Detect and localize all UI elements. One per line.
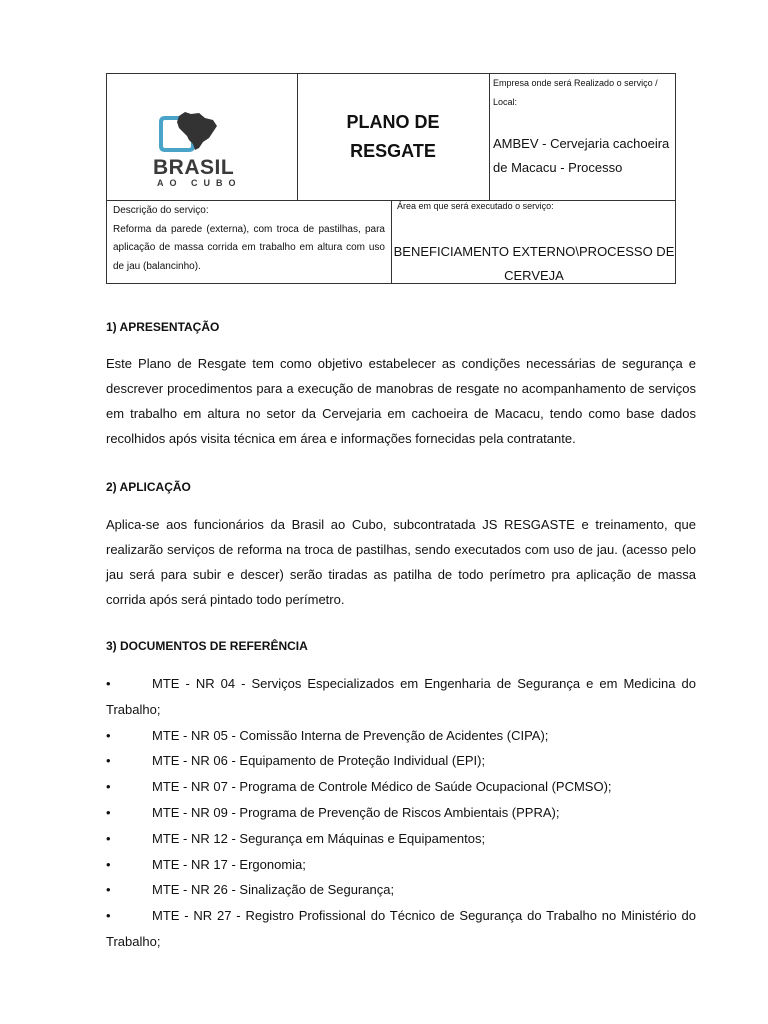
list-item bbox=[106, 852, 696, 878]
reference-text: MTE - NR 27 - Registro Profissional do Técnico de Segurança do Trabalho no Ministério do Trabalho; bbox=[106, 908, 696, 949]
area-value: BENEFICIAMENTO EXTERNO\PROCESSO DE CERVEJA bbox=[393, 244, 675, 283]
company-logo bbox=[153, 110, 255, 186]
logo-text: BRASIL bbox=[153, 156, 235, 179]
list-item bbox=[106, 774, 696, 800]
reference-text: MTE - NR 05 - Comissão Interna de Prevenção de Acidentes (CIPA); bbox=[152, 727, 549, 743]
reference-text: MTE - NR 04 - Serviços Especializados em Engenharia de Segurança e em Medicina do Trabalho; bbox=[106, 676, 696, 717]
list-item bbox=[106, 826, 696, 852]
list-item bbox=[106, 877, 696, 903]
reference-text: MTE - NR 09 - Programa de Prevenção de Riscos Ambientais (PPRA); bbox=[152, 804, 560, 820]
service-description bbox=[113, 202, 385, 276]
area-label: Área em que será executado o serviço: bbox=[397, 201, 554, 211]
bullet-icon: • bbox=[106, 830, 111, 846]
list-item bbox=[106, 903, 696, 955]
title-line: RESGATE bbox=[350, 141, 436, 161]
list-item bbox=[106, 671, 696, 723]
references-list bbox=[106, 671, 696, 955]
list-item bbox=[106, 800, 696, 826]
bullet-icon: • bbox=[106, 779, 111, 795]
company-value: AMBEV - Cervejaria cachoeira de Macacu - Processo bbox=[493, 136, 670, 175]
reference-text: MTE - NR 26 - Sinalização de Segurança; bbox=[152, 882, 395, 898]
company-label: Empresa onde será Realizado o serviço / Local: bbox=[493, 78, 658, 107]
document-title bbox=[297, 108, 489, 166]
bullet-icon: • bbox=[106, 676, 111, 691]
header-table bbox=[106, 73, 676, 284]
bullet-icon: • bbox=[106, 856, 111, 872]
brazil-cube-icon bbox=[155, 110, 225, 158]
bullet-icon: • bbox=[106, 727, 111, 743]
logo-subtext: AO CUBO bbox=[157, 178, 242, 188]
section-title: 1) APRESENTAÇÃO bbox=[106, 320, 220, 334]
section-title: 2) APLICAÇÃO bbox=[106, 480, 191, 494]
service-label: Descrição do serviço: bbox=[113, 205, 209, 216]
title-line: PLANO DE bbox=[346, 112, 440, 132]
reference-text: MTE - NR 06 - Equipamento de Proteção Individual (EPI); bbox=[152, 753, 486, 769]
reference-text: MTE - NR 07 - Programa de Controle Médico de Saúde Ocupacional (PCMSO); bbox=[152, 779, 612, 795]
table-divider bbox=[391, 200, 392, 284]
reference-text: MTE - NR 17 - Ergonomia; bbox=[152, 856, 306, 872]
section-paragraph: Este Plano de Resgate tem como objetivo estabelecer as condições necessárias de segurança e descrever procedimentos para a execução de manobras de resgate no acompanhamento de serviços em trabalho em altura no setor da Cervejaria em cachoeira de Macacu, tendo como base dados recolhidos após visita técnica em área e informações fornecidas pela contratante. bbox=[106, 356, 696, 446]
list-item bbox=[106, 723, 696, 749]
list-item bbox=[106, 748, 696, 774]
service-value: Reforma da parede (externa), com troca de pastilhas, para aplicação de massa corrida em trabalho em altura com uso de jau (balancinho). bbox=[113, 223, 385, 272]
section-paragraph: Aplica-se aos funcionários da Brasil ao Cubo, subcontratada JS RESGASTE e treinamento, que realizarão serviços de reforma na troca de pastilhas, sendo executados com uso de jau. (acesso pelo jau será para subir e descer) serão tiradas as patilha de todo perímetro pra aplicação de massa corrida após será pintado todo perímetro. bbox=[106, 517, 696, 607]
table-divider bbox=[489, 74, 490, 200]
section-title: 3) DOCUMENTOS DE REFERÊNCIA bbox=[106, 639, 308, 653]
reference-text: MTE - NR 12 - Segurança em Máquinas e Equipamentos; bbox=[152, 830, 486, 846]
bullet-icon: • bbox=[106, 908, 111, 924]
bullet-icon: • bbox=[106, 882, 111, 898]
bullet-icon: • bbox=[106, 753, 111, 769]
bullet-icon: • bbox=[106, 804, 111, 820]
